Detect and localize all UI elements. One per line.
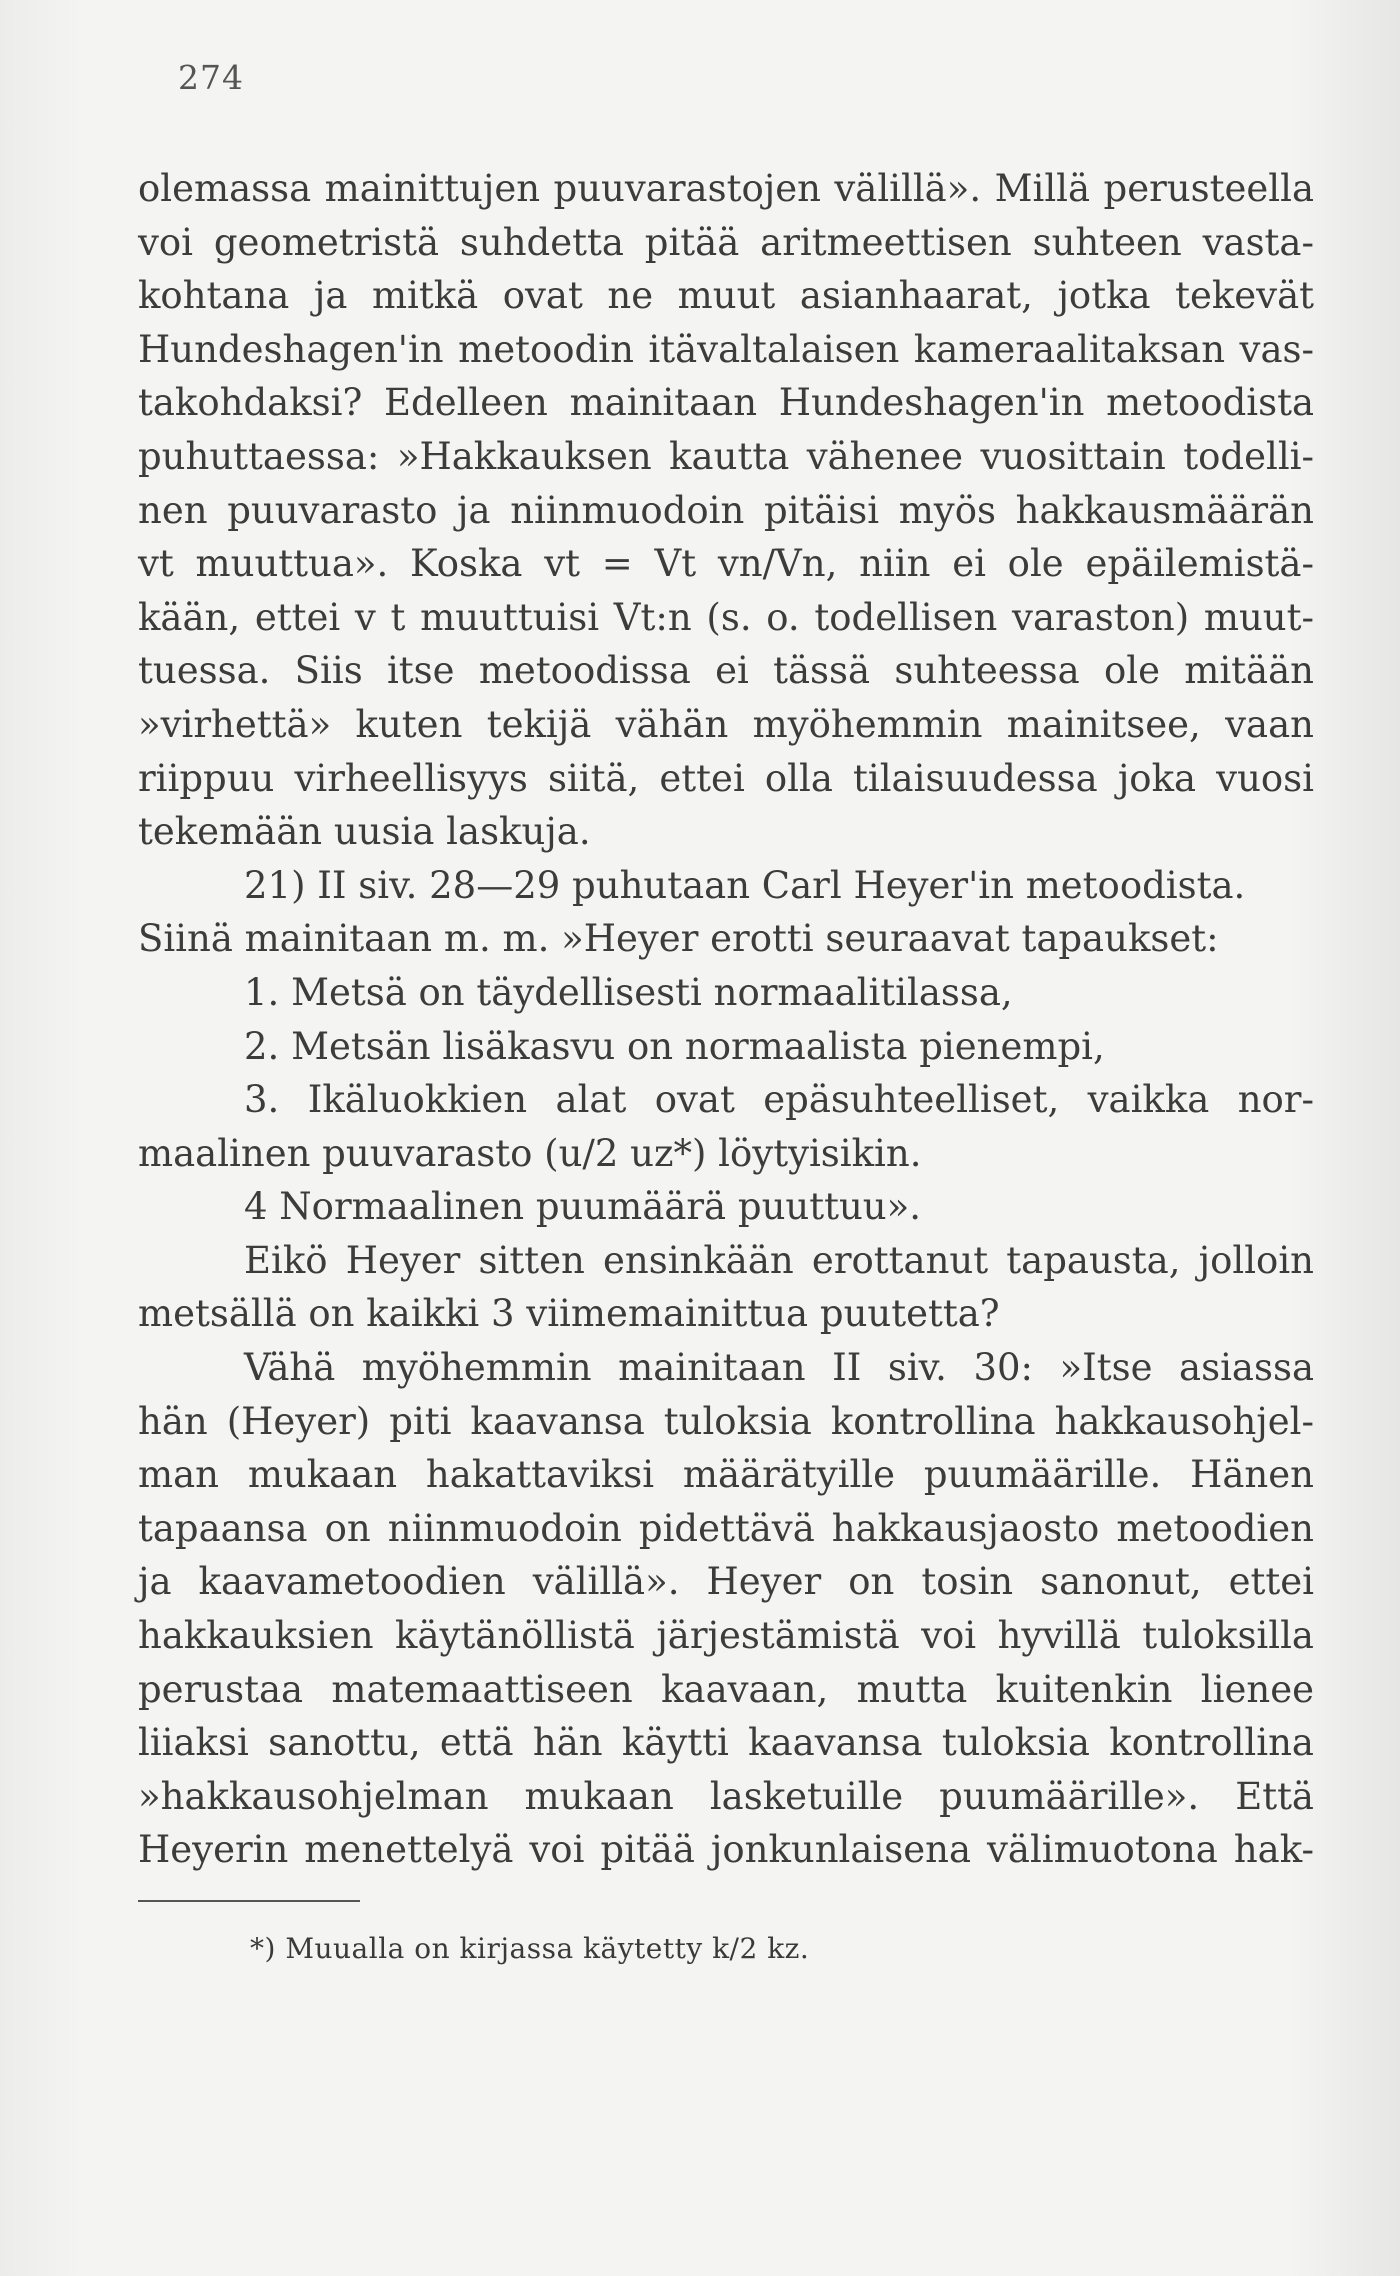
text-line: nen puuvarasto ja niinmuodoin pitäisi myös hakkausmäärän (138, 488, 1314, 532)
text-line: kään, ettei v t muuttuisi Vt:n (s. o. todellisen varaston) muut- (138, 595, 1314, 639)
body-text (138, 162, 1314, 1877)
text-line: Vähä myöhemmin mainitaan II siv. 30: »Itse asiassa (244, 1346, 1314, 1390)
text-line: »virhettä» kuten tekijä vähän myöhemmin mainitsee, vaan (138, 702, 1314, 746)
text-line: vt muuttua». Koska vt = Vt vn/Vn, niin ei ole epäilemistä- (138, 542, 1314, 586)
text-line: hakkauksien käytänöllistä järjestämistä voi hyvillä tuloksilla (138, 1614, 1314, 1658)
page-number: 274 (178, 58, 244, 97)
footnote: *) Muualla on kirjassa käytetty k/2 kz. (250, 1932, 810, 1965)
text-line: olemassa mainittujen puuvarastojen välillä». Millä perusteella (138, 167, 1314, 210)
text-line: man mukaan hakattaviksi määrätyille puumäärille. Hänen (138, 1453, 1314, 1497)
text-line: tekemään uusia laskuja. (138, 810, 591, 854)
text-line: riippuu virheellisyys siitä, ettei olla tilaisuudessa joka vuosi (138, 756, 1314, 800)
list-item: 4 Normaalinen puumäärä puuttuu». (244, 1185, 922, 1229)
text-line: maalinen puuvarasto (u/2 uz*) löytyisikin. (138, 1131, 922, 1175)
text-line: perustaa matemaattiseen kaavaan, mutta kuitenkin lienee (138, 1667, 1314, 1711)
text-line: puhuttaessa: »Hakkauksen kautta vähenee vuosittain todelli- (138, 434, 1314, 478)
text-line: Eikö Heyer sitten ensinkään erottanut tapausta, jolloin (244, 1238, 1314, 1282)
text-line: voi geometristä suhdetta pitää aritmeettisen suhteen vasta- (138, 220, 1314, 264)
text-line: 21) II siv. 28—29 puhutaan Carl Heyer'in metoodista. (244, 863, 1246, 907)
text-line: Siinä mainitaan m. m. »Heyer erotti seuraavat tapaukset: (138, 917, 1219, 961)
text-line: liiaksi sanottu, että hän käytti kaavansa tuloksia kontrollina (138, 1721, 1314, 1765)
text-line: ja kaavametoodien välillä». Heyer on tosin sanonut, ettei (138, 1560, 1314, 1604)
list-item: 3. Ikäluokkien alat ovat epäsuhteelliset, vaikka nor- (244, 1078, 1314, 1122)
text-line: Hundeshagen'in metoodin itävaltalaisen kameraalitaksan vas- (138, 327, 1314, 371)
text-line: tapaansa on niinmuodoin pidettävä hakkausjaosto metoodien (138, 1506, 1314, 1550)
text-line: tuessa. Siis itse metoodissa ei tässä suhteessa ole mitään (138, 649, 1314, 693)
text-line: metsällä on kaikki 3 viimemainittua puutetta? (138, 1292, 1000, 1336)
text-line: Heyerin menettelyä voi pitää jonkunlaisena välimuotona hak- (138, 1828, 1314, 1872)
text-line: hän (Heyer) piti kaavansa tuloksia kontrollina hakkausohjel- (138, 1399, 1314, 1443)
list-item: 2. Metsän lisäkasvu on normaalista pienempi, (244, 1024, 1105, 1068)
list-item: 1. Metsä on täydellisesti normaalitilassa, (244, 970, 1013, 1014)
text-line: kohtana ja mitkä ovat ne muut asianhaarat, jotka tekevät (138, 274, 1314, 318)
footnote-divider (138, 1900, 360, 1902)
text-line: takohdaksi? Edelleen mainitaan Hundeshagen'in metoodista (138, 381, 1314, 425)
text-line: »hakkausohjelman mukaan lasketuille puumäärille». Että (138, 1774, 1314, 1818)
